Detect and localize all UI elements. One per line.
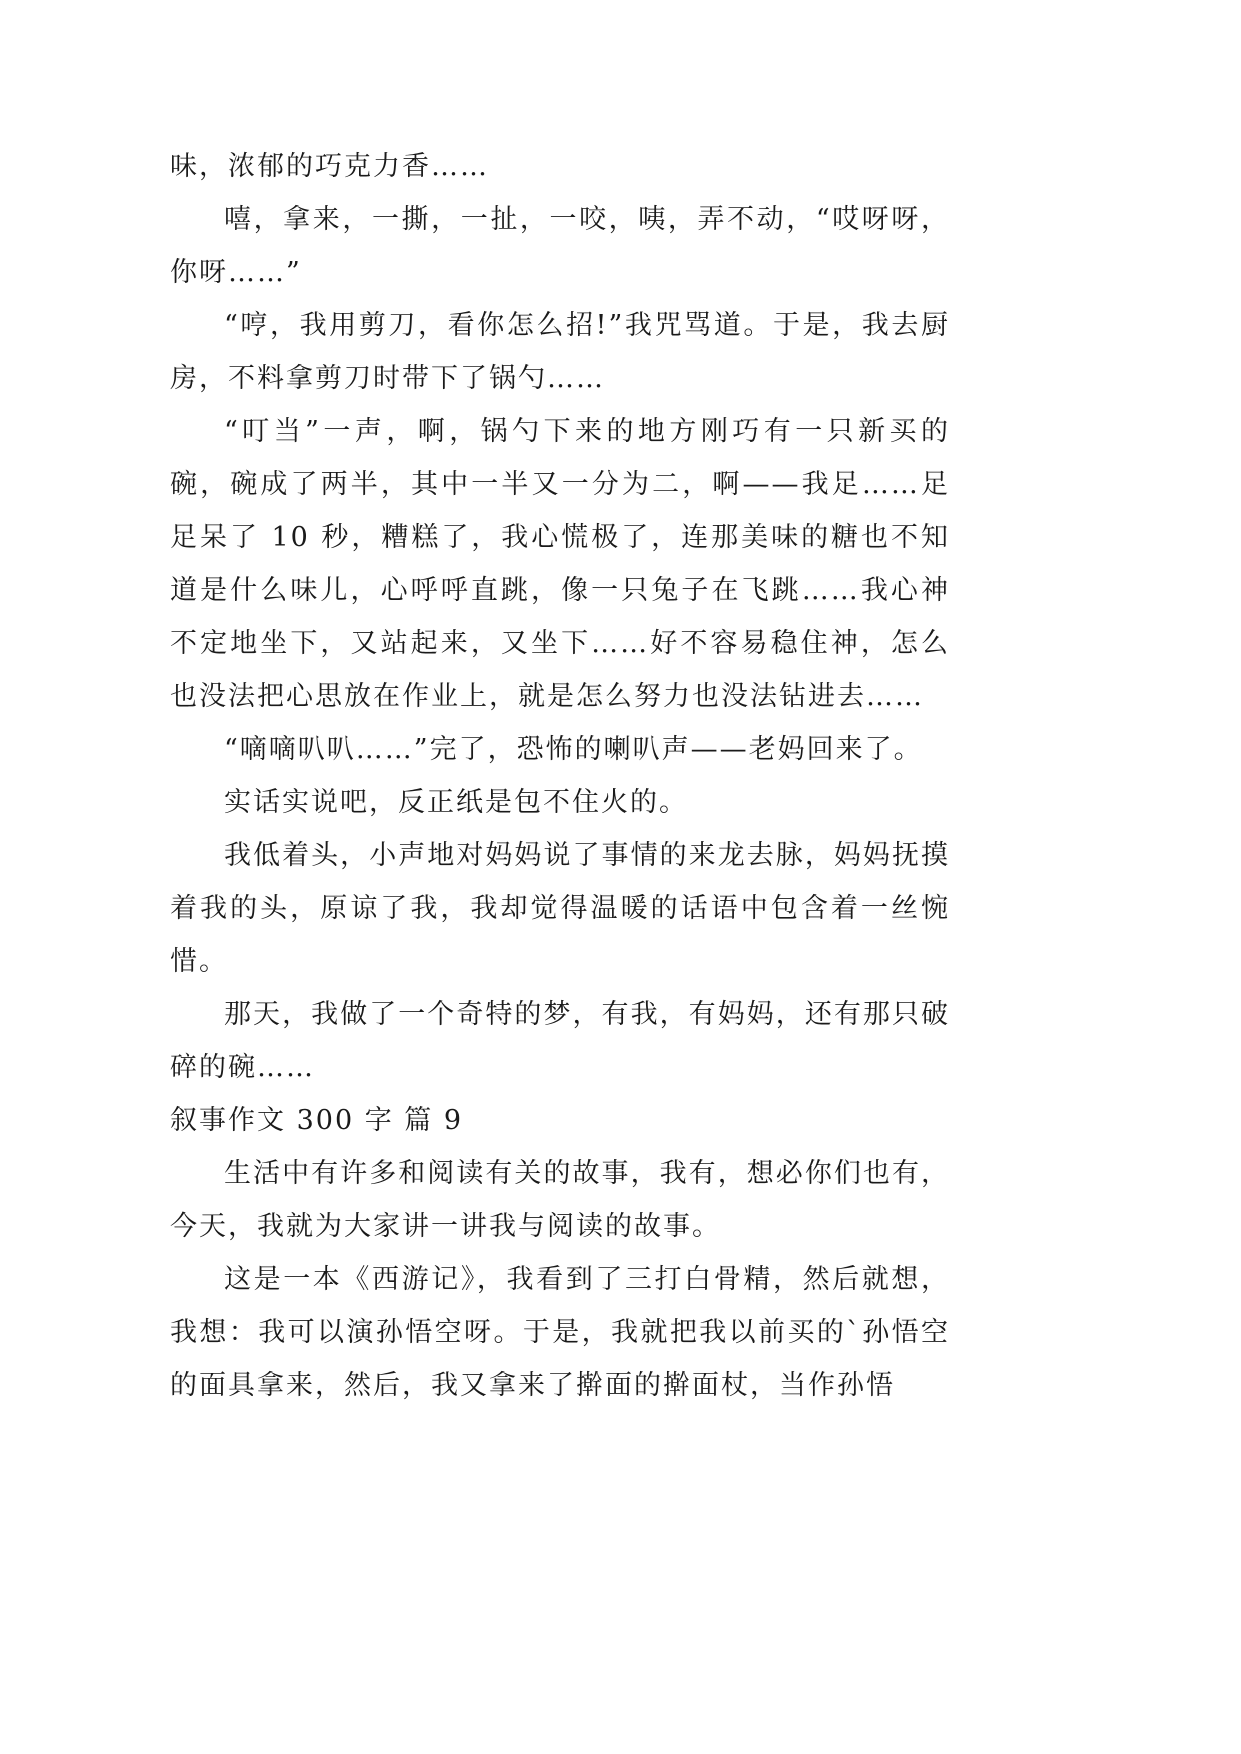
paragraph: “嘀嘀叭叭……”完了，恐怖的喇叭声——老妈回来了。 xyxy=(224,734,923,765)
paragraph: “哼，我用剪刀，看你怎么招!”我咒骂道。于是，我去厨房，不料拿剪刀时带下了锅勺…… xyxy=(170,310,950,394)
paragraph: 味，浓郁的巧克力香…… xyxy=(170,151,489,182)
paragraph: 这是一本《西游记》，我看到了三打白骨精，然后就想，我想：我可以演孙悟空呀。于是，我就把我以前买的`孙悟空的面具拿来，然后，我又拿来了擀面的擀面杖，当作孙悟 xyxy=(170,1264,950,1401)
paragraph: 我低着头，小声地对妈妈说了事情的来龙去脉，妈妈抚摸着我的头，原谅了我，我却觉得温暖的话语中包含着一丝惋惜。 xyxy=(170,840,950,977)
paragraph: 嘻，拿来，一撕，一扯，一咬，咦，弄不动，“哎呀呀，你呀……” xyxy=(170,204,950,288)
paragraph: “叮当”一声，啊，锅勺下来的地方刚巧有一只新买的碗，碗成了两半，其中一半又一分为二，啊——我足……足足呆了 10 秒，糟糕了，我心慌极了，连那美味的糖也不知道是什么味儿，心呼呼直跳，像一只兔子在飞跳……我心神不定地坐下，又站起来，又坐下……好不容易稳住神，怎么也没法把心思放在作业上，就是怎么努力也没法钻进去…… xyxy=(170,416,950,712)
section-heading: 叙事作文 300 字 篇 9 xyxy=(170,1105,464,1136)
paragraph: 那天，我做了一个奇特的梦，有我，有妈妈，还有那只破碎的碗…… xyxy=(170,999,950,1083)
paragraph: 生活中有许多和阅读有关的故事，我有，想必你们也有，今天，我就为大家讲一讲我与阅读的故事。 xyxy=(170,1158,950,1242)
document-body xyxy=(170,140,950,1412)
paragraph: 实话实说吧，反正纸是包不住火的。 xyxy=(224,787,688,818)
